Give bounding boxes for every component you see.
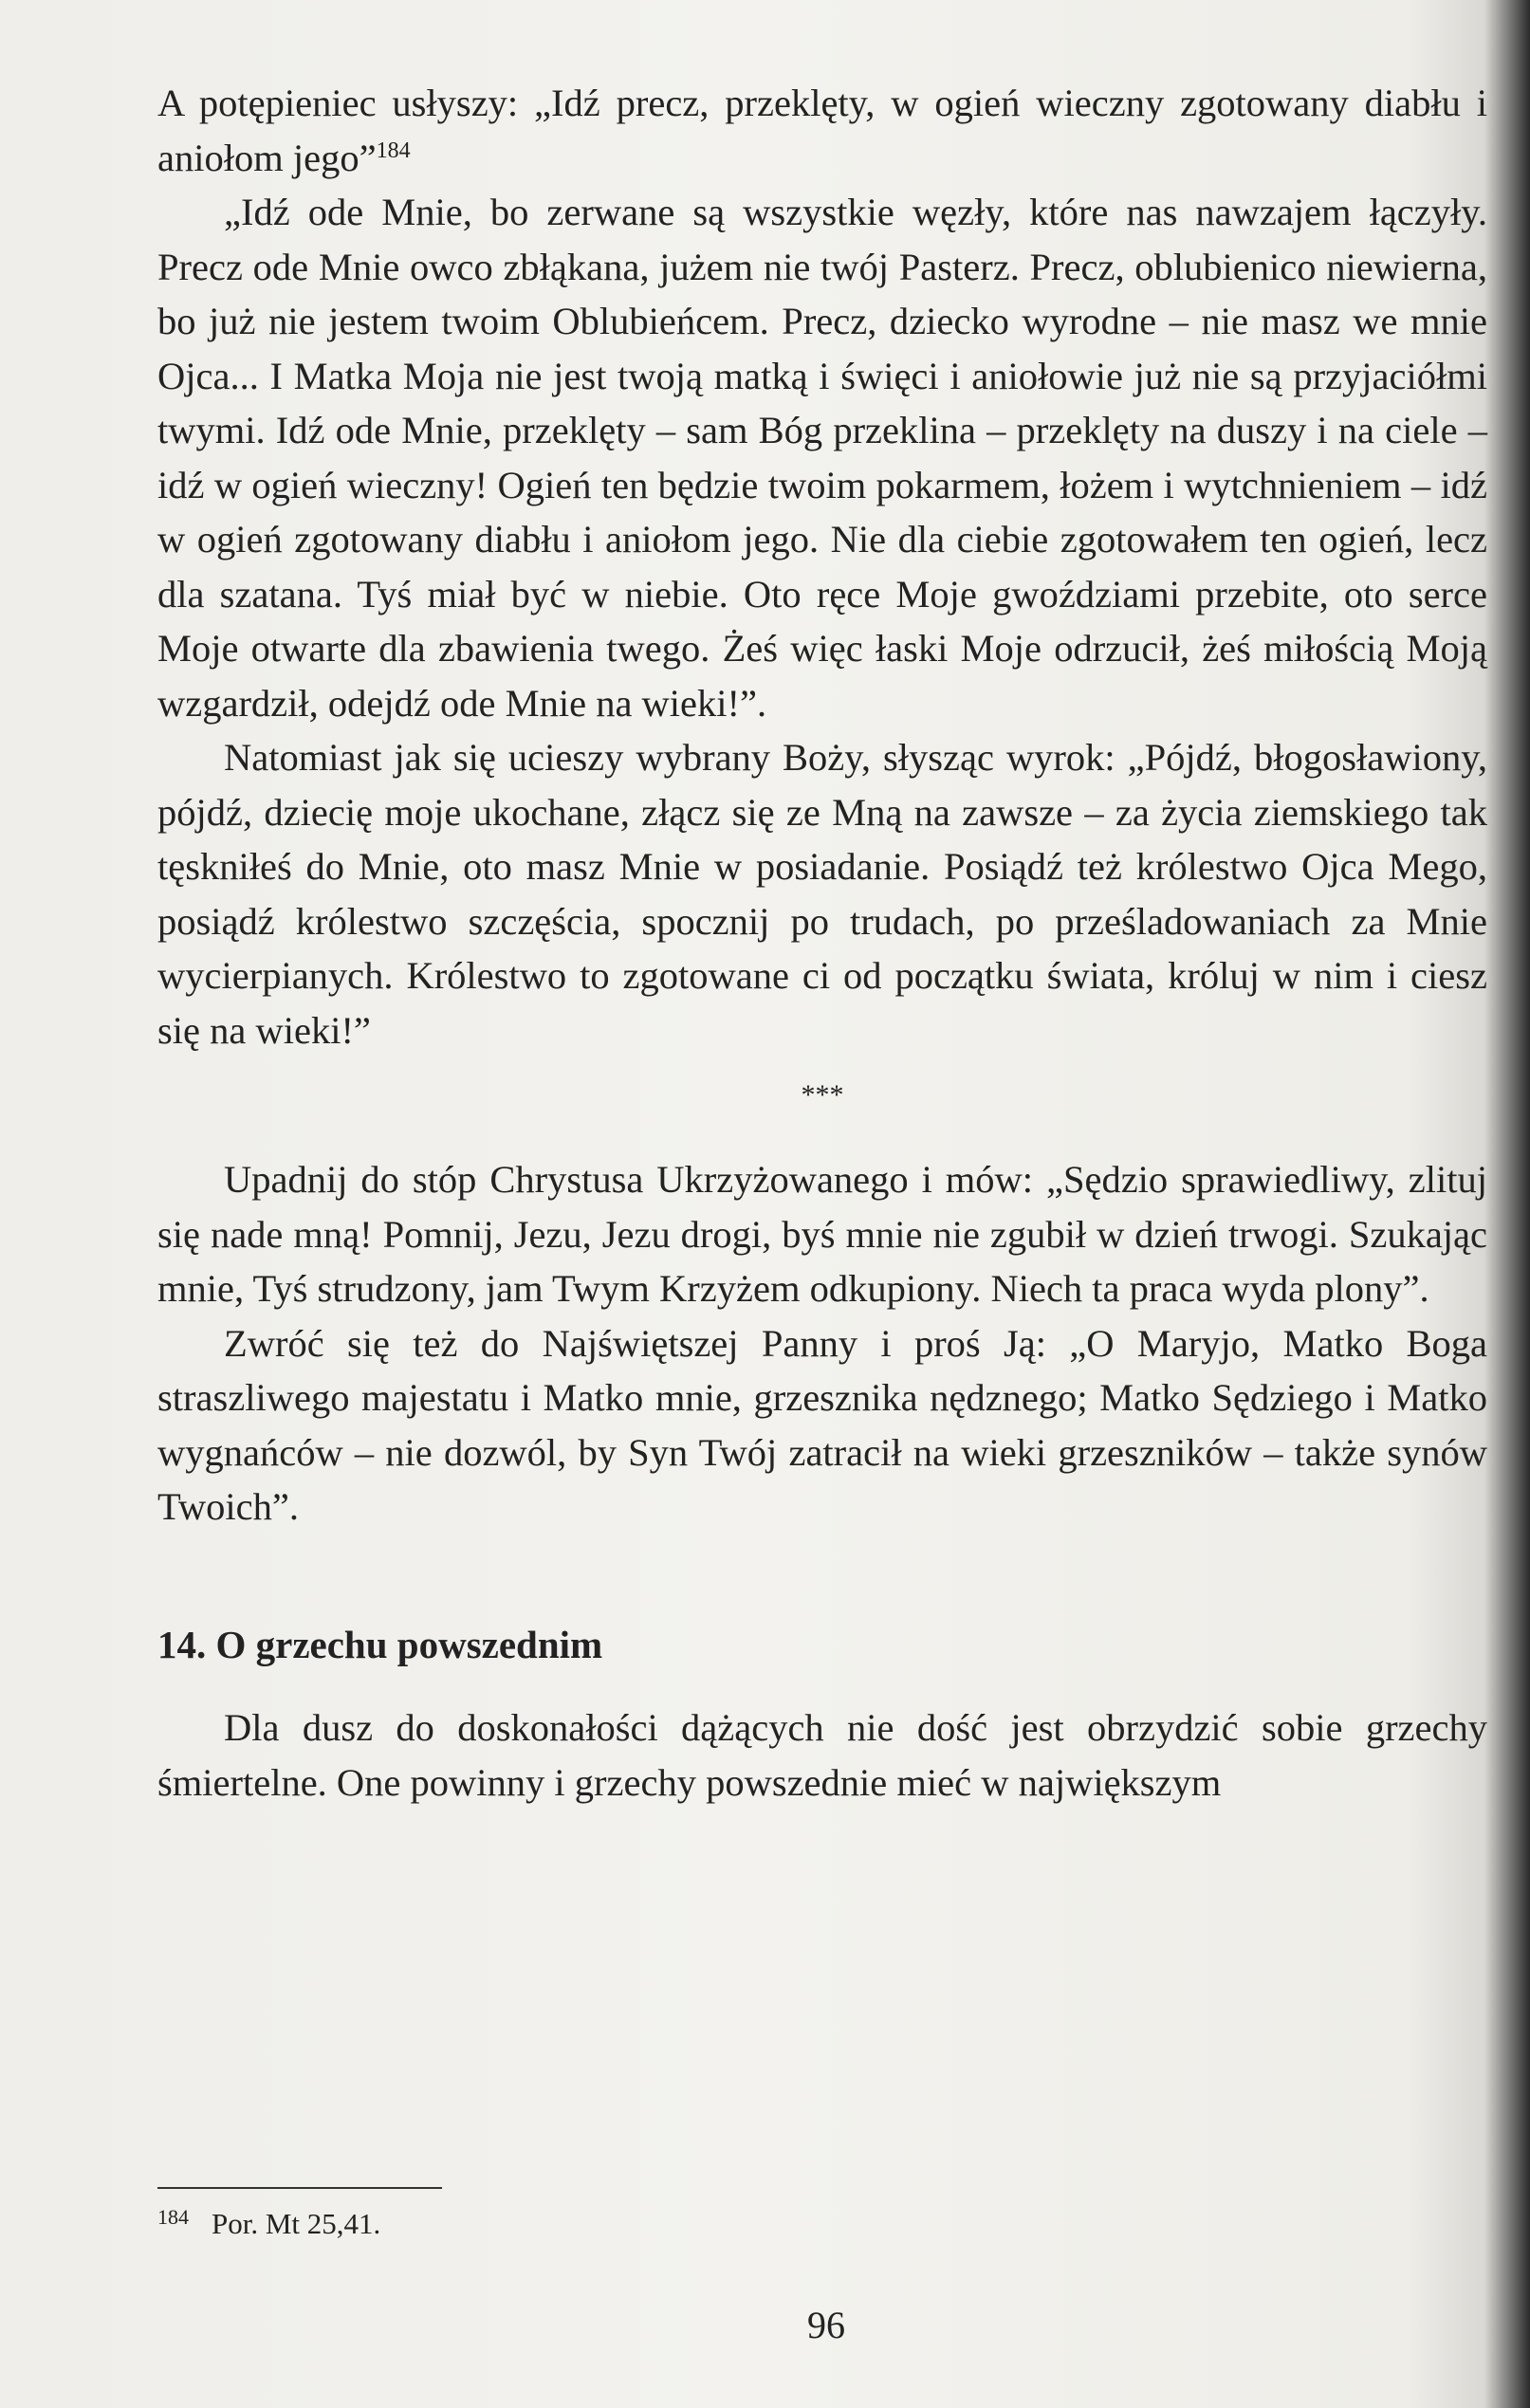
footnote-number: 184 xyxy=(157,2205,189,2229)
paragraph-6: Dla dusz do doskonałości dążących nie dość jest obrzydzić sobie grzechy śmiertelne. One powinny i grzechy powszednie mieć w największym xyxy=(157,1706,1487,1804)
footnote xyxy=(157,2198,380,2243)
footnote-text: Por. Mt 25,41. xyxy=(212,2207,381,2240)
page-number: 96 xyxy=(807,2304,845,2346)
paragraph-2: „Idź ode Mnie, bo zerwane są wszystkie węzły, które nas nawzajem łączyły. Precz ode Mnie owco zbłąkana, jużem nie twój Pasterz. Precz, oblubienico niewierna, bo już nie jestem twoim Oblubieńcem. Precz, dziecko wyrodne – nie masz we mnie Ojca... I Matka Moja nie jest twoją matką i święci i aniołowie już nie są przyjaciółmi twymi. Idź ode Mnie, przeklęty – sam Bóg przeklina – przeklęty na duszy i na ciele – idź w ogień wieczny! Ogień ten będzie twoim pokarmem, łożem i wytchnieniem – idź w ogień zgotowany diabłu i aniołom jego. Nie dla ciebie zgotowałem ten ogień, lecz dla szatana. Tyś miał być w niebie. Oto ręce Moje gwoździami przebite, oto serce Moje otwarte dla zbawienia twego. Żeś więc łaski Moje odrzucił, żeś miłością Moją wzgardził, odejdź ode Mnie na wieki!”. xyxy=(157,191,1487,725)
paragraph-3: Natomiast jak się ucieszy wybrany Boży, słysząc wyrok: „Pójdź, błogosławiony, pójdź, dziecię moje ukochane, złącz się ze Mną na zawsze – za życia ziemskiego tak tęskniłeś do Mnie, oto masz Mnie w posiadanie. Posiądź też królestwo Ojca Mego, posiądź królestwo szczęścia, spocznij po trudach, po prześladowaniach za Mnie wycierpianych. Królestwo to zgotowane ci od początku świata, króluj w nim i ciesz się na wieki!” xyxy=(157,736,1487,1052)
section-heading: 14. O grzechu powszednim xyxy=(157,1622,603,1666)
footnote-reference: 184 xyxy=(376,138,411,163)
paragraph-5: Zwróć się też do Najświętszej Panny i proś Ją: „O Maryjo, Matko Boga straszliwego majestatu i Matko mnie, grzesznika nędznego; Matko Sędziego i Matko wygnańców – nie dozwól, by Syn Twój zatracił na wieki grzeszników – także synów Twoich”. xyxy=(157,1321,1487,1528)
footnote-divider xyxy=(157,2187,442,2189)
section-separator: *** xyxy=(801,1079,844,1111)
paragraph-1: A potępieniec usłyszy: „Idź precz, przeklęty, w ogień wieczny zgotowany diabłu i aniołom jego”$^{184}$ xyxy=(157,82,1487,179)
paragraph-4: Upadnij do stóp Chrystusa Ukrzyżowanego i mów: „Sędzio sprawiedliwy, zlituj się nade mną! Pomnij, Jezu, Jezu drogi, byś mnie nie zgubił w dzień trwogi. Szukając mnie, Tyś strudzony, jam Twym Krzyżem odkupiony. Niech ta praca wyda plony”. xyxy=(157,1158,1487,1310)
main-text xyxy=(157,76,1487,1810)
